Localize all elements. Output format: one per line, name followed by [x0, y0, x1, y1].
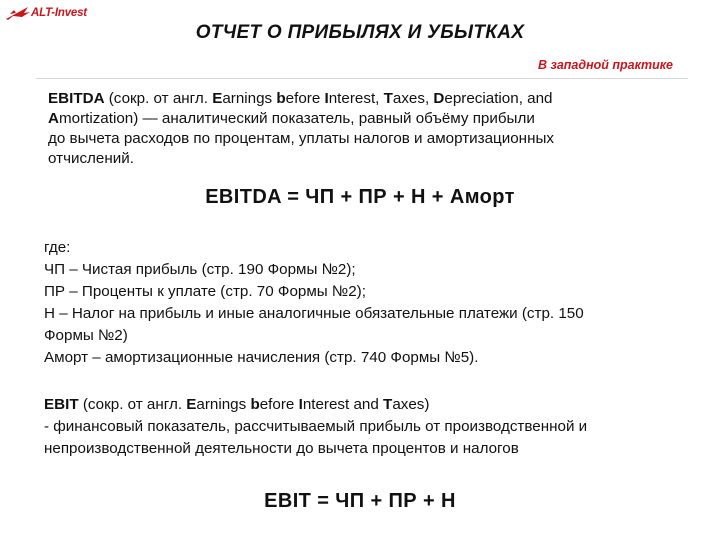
where-item: Формы №2) [44, 327, 128, 344]
where-list [44, 237, 694, 369]
text-span: (сокр. от англ. [78, 396, 187, 413]
where-item: Аморт – амортизационные начисления (стр. 740 Формы №5). [44, 349, 479, 366]
ebit-line-2: - финансовый показатель, рассчитываемый прибыль от производственной и [44, 418, 588, 435]
text-span: D [433, 90, 445, 107]
ebit-term: EBIT [44, 396, 79, 413]
text-span: axes, [392, 90, 434, 107]
text-span: arnings [196, 396, 251, 413]
ebit-definition [44, 394, 704, 460]
text-span: nterest and [302, 396, 384, 413]
text-span: T [383, 396, 393, 413]
text-span: axes) [392, 396, 430, 413]
text-span: I [324, 90, 329, 107]
ebitda-term: EBITDA [48, 90, 105, 107]
ebitda-definition [48, 89, 668, 169]
text-span: epreciation, and [444, 90, 553, 107]
text-span: T [383, 90, 393, 107]
logo [4, 3, 94, 23]
page-subtitle: В западной практике [537, 58, 673, 72]
logo-text: ALT-Invest [31, 7, 87, 19]
text-span: efore [259, 396, 299, 413]
text-span: E [212, 90, 223, 107]
text-span: arnings [222, 90, 277, 107]
ebitda-line-2 [48, 109, 668, 129]
text-span: I [298, 396, 303, 413]
ebit-line-1: EBIT (сокр. от англ. Earnings before Interest and Taxes) [44, 396, 430, 413]
text-span: efore [285, 90, 325, 107]
text-span: nterest, [328, 90, 384, 107]
ebitda-line-1: EBITDA (сокр. от англ. Earnings before Interest, Taxes, Depreciation, and [48, 90, 553, 107]
text-span: E [186, 396, 197, 413]
ebitda-line-4: отчислений. [48, 150, 134, 167]
airplane-logo-icon [4, 4, 30, 22]
text-span: (сокр. от англ. [104, 90, 213, 107]
ebitda-line-3: до вычета расходов по процентам, уплаты налогов и амортизационных [48, 130, 554, 147]
where-intro: где: [44, 239, 71, 256]
ebit-formula: EBIT = ЧП + ПР + Н [264, 490, 456, 512]
ebit-line-3: непроизводственной деятельности до вычета процентов и налогов [44, 440, 519, 457]
page-title: ОТЧЕТ О ПРИБЫЛЯХ И УБЫТКАХ [195, 22, 525, 43]
text-span: mortization) — аналитический показатель, равный объёму прибыли [58, 110, 535, 127]
text-span: A [48, 110, 59, 127]
header-divider [36, 78, 688, 79]
where-item: ПР – Проценты к уплате (стр. 70 Формы №2); [44, 283, 366, 300]
where-item: ЧП – Чистая прибыль (стр. 190 Формы №2); [44, 261, 356, 278]
ebitda-formula: EBITDA = ЧП + ПР + Н + Аморт [205, 186, 515, 208]
where-item: Н – Налог на прибыль и иные аналогичные обязательные платежи (стр. 150 [44, 305, 584, 322]
